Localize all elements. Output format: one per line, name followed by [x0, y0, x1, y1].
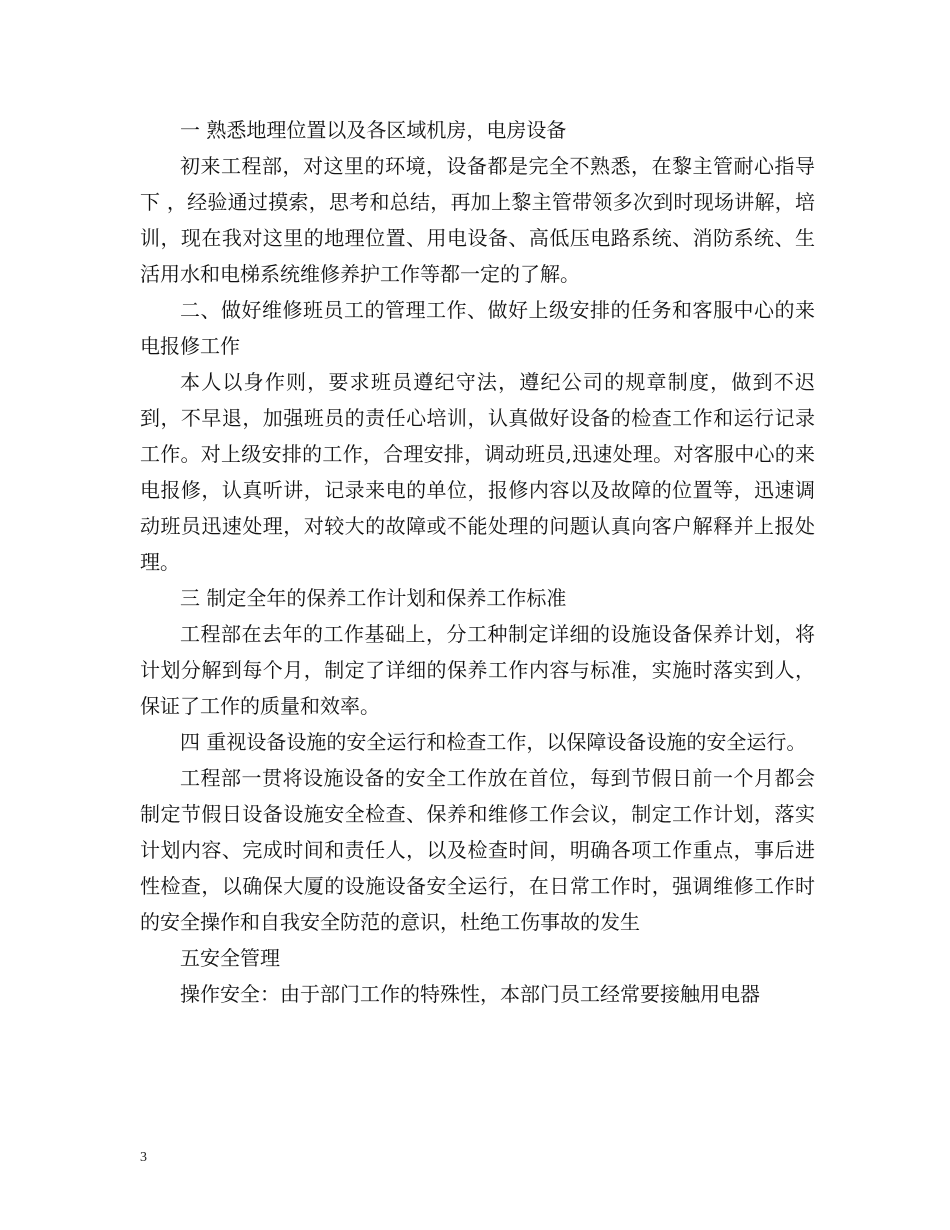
heading-section-4: 四 重视设备设施的安全运行和检查工作，以保障设备设施的安全运行。: [180, 730, 807, 754]
page-number: 3: [140, 1150, 147, 1165]
document-body: [140, 112, 815, 1012]
paragraph-section-3: 工程部在去年的工作基础上，分工种制定详细的设施设备保养计划，将计划分解到每个月，制定了详细的保养工作内容与标准，实施时落实到人，保证了工作的质量和效率。: [140, 622, 815, 718]
heading-section-2: 二、做好维修班员工的管理工作、做好上级安排的任务和客服中心的来电报修工作: [140, 298, 815, 358]
paragraph-section-2: 本人以身作则，要求班员遵纪守法，遵纪公司的规章制度，做到不迟到，不早退，加强班员的责任心培训，认真做好设备的检查工作和运行记录工作。对上级安排的工作，合理安排，调动班员,迅速处理。对客服中心的来电报修，认真听讲，记录来电的单位，报修内容以及故障的位置等，迅速调动班员迅速处理，对较大的故障或不能处理的问题认真向客户解释并上报处理。: [140, 370, 815, 574]
heading-section-3: 三 制定全年的保养工作计划和保养工作标准: [180, 586, 567, 610]
paragraph-section-4: 工程部一贯将设施设备的安全工作放在首位，每到节假日前一个月都会制定节假日设备设施安全检查、保养和维修工作会议，制定工作计划，落实计划内容、完成时间和责任人，以及检查时间，明确各项工作重点，事后进性检查，以确保大厦的设施设备安全运行，在日常工作时，强调维修工作时的安全操作和自我安全防范的意识，杜绝工伤事故的发生: [140, 766, 815, 934]
paragraph-section-5: 操作安全：由于部门工作的特殊性，本部门员工经常要接触用电器: [180, 982, 760, 1006]
paragraph-section-1: 初来工程部，对这里的环境，设备都是完全不熟悉，在黎主管耐心指导下 ，经验通过摸索，思考和总结，再加上黎主管带领多次到时现场讲解，培训，现在我对这里的地理位置、用电设备、高低压电路系统、消防系统、生活用水和电梯系统维修养护工作等都一定的了解。: [140, 154, 815, 286]
heading-section-1: 一 熟悉地理位置以及各区域机房，电房设备: [180, 118, 567, 142]
heading-section-5: 五安全管理: [180, 946, 280, 970]
